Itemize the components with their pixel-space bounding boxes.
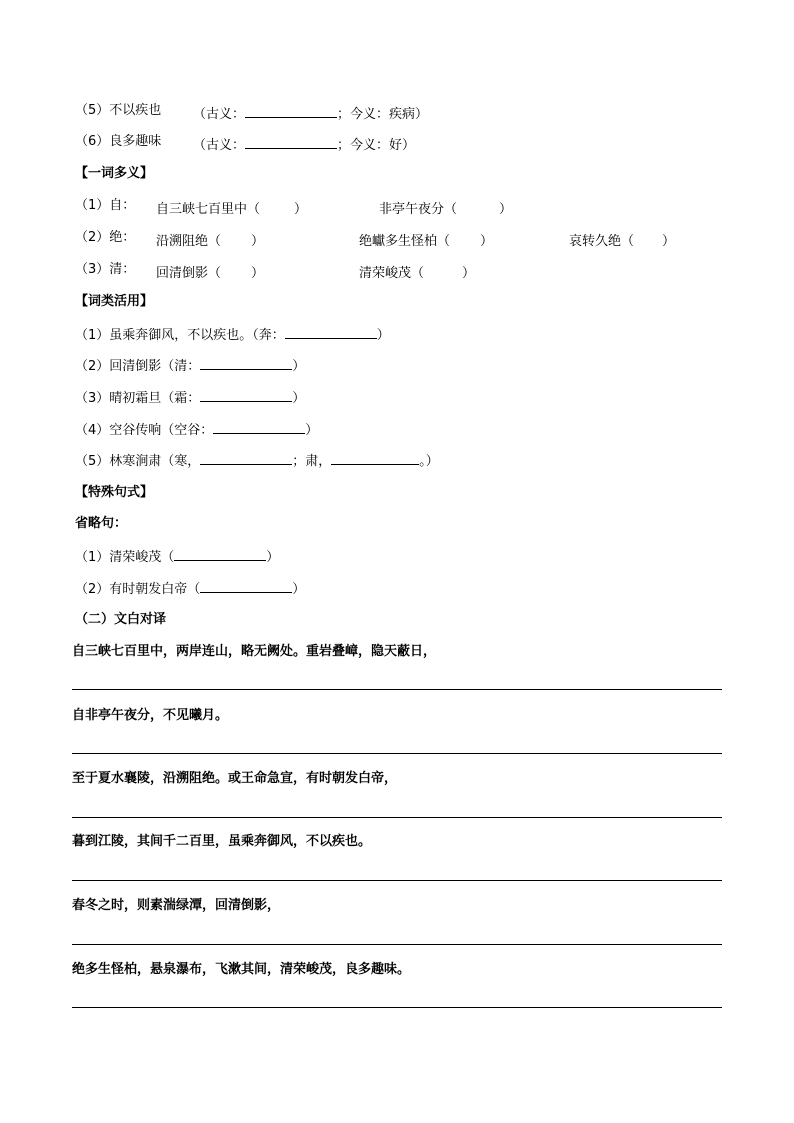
subheading-shenglue: 省略句：: [75, 516, 128, 531]
answer-blank[interactable]: [285, 326, 377, 339]
yici-row-1-item-1: 自三峡七百里中（ ）: [156, 202, 308, 217]
yici-row-2-item-3: 哀转久绝（ ）: [569, 234, 676, 249]
yici-row-3-label: （3）清：: [75, 262, 136, 277]
translation-line[interactable]: [72, 880, 722, 881]
answer-blank[interactable]: [200, 580, 292, 593]
answer-blank[interactable]: [200, 357, 292, 370]
yici-row-2-item-1: 沿溯阻绝（ ）: [156, 234, 265, 249]
teshu-row-2: （2）有时朝发白帝（ ）: [75, 582, 306, 597]
jin-value: 疾病）: [389, 107, 429, 122]
answer-blank[interactable]: [200, 389, 292, 402]
translation-line[interactable]: [72, 817, 722, 818]
gujin-gloss-6: [193, 134, 415, 153]
answer-blank[interactable]: [213, 421, 305, 434]
cilei-row-5: （5）林寒涧肃（寒， ；肃， 。）: [75, 454, 439, 469]
translation-line[interactable]: [72, 689, 722, 690]
jin-label: ；今义：: [337, 107, 390, 122]
source-sentence: 至于夏水襄陵，沿溯阻绝。或王命急宣，有时朝发白帝，: [72, 771, 398, 786]
answer-blank[interactable]: [174, 548, 266, 561]
source-sentence: 绝多生怪柏，悬泉瀑布，飞漱其间，清荣峻茂，良多趣味。: [72, 962, 411, 977]
cilei-row-1: （1）虽乘奔御风，不以疾也。（奔： ）: [75, 328, 390, 343]
answer-blank[interactable]: [245, 136, 337, 149]
source-sentence: 春冬之时，则素湍绿潭，回清倒影，: [72, 898, 281, 913]
translation-line[interactable]: [72, 753, 722, 754]
section-heading-duiyi: （二）文白对译: [75, 612, 167, 627]
section-heading-cilei: 【词类活用】: [75, 294, 154, 309]
gu-label: （古义：: [193, 107, 246, 122]
source-sentence: 自三峡七百里中，两岸连山，略无阙处。重岩叠嶂，隐天蔽日，: [72, 644, 437, 659]
yici-row-1-label: （1）自：: [75, 198, 136, 213]
gu-label: （古义：: [193, 138, 246, 153]
answer-blank[interactable]: [245, 105, 337, 118]
phrase: 良多趣味: [109, 134, 162, 149]
answer-blank[interactable]: [331, 452, 419, 465]
answer-blank[interactable]: [200, 452, 292, 465]
yici-row-2-label: （2）绝：: [75, 230, 136, 245]
translation-line[interactable]: [72, 944, 722, 945]
source-sentence: 暮到江陵，其间千二百里，虽乘奔御风，不以疾也。: [72, 834, 372, 849]
yici-row-1-item-2: 非亭午夜分（ ）: [379, 202, 513, 217]
translation-line[interactable]: [72, 1007, 722, 1008]
gujin-gloss-5: [193, 103, 428, 122]
gujin-row-5: [75, 103, 161, 119]
yici-row-3-item-1: 回清倒影（ ）: [156, 266, 265, 281]
phrase: 不以疾也: [109, 103, 162, 118]
teshu-row-1: （1）清荣峻茂（ ）: [75, 550, 280, 565]
jin-value: 好）: [389, 138, 416, 153]
cilei-row-4: （4）空谷传响（空谷： ）: [75, 423, 319, 438]
jin-label: ；今义：: [337, 138, 390, 153]
gujin-row-6: [75, 134, 161, 150]
cilei-row-3: （3）晴初霜旦（霜： ）: [75, 391, 306, 406]
section-heading-yici: 【一词多义】: [75, 166, 154, 181]
source-sentence: 自非亭午夜分，不见曦月。: [72, 708, 229, 723]
item-number: （5）: [75, 103, 110, 118]
section-heading-teshu: 【特殊句式】: [75, 485, 154, 500]
item-number: （6）: [75, 134, 110, 149]
yici-row-3-item-2: 清荣峻茂（ ）: [359, 266, 476, 281]
yici-row-2-item-2: 绝巘多生怪柏（ ）: [359, 234, 494, 249]
cilei-row-2: （2）回清倒影（清： ）: [75, 359, 306, 374]
